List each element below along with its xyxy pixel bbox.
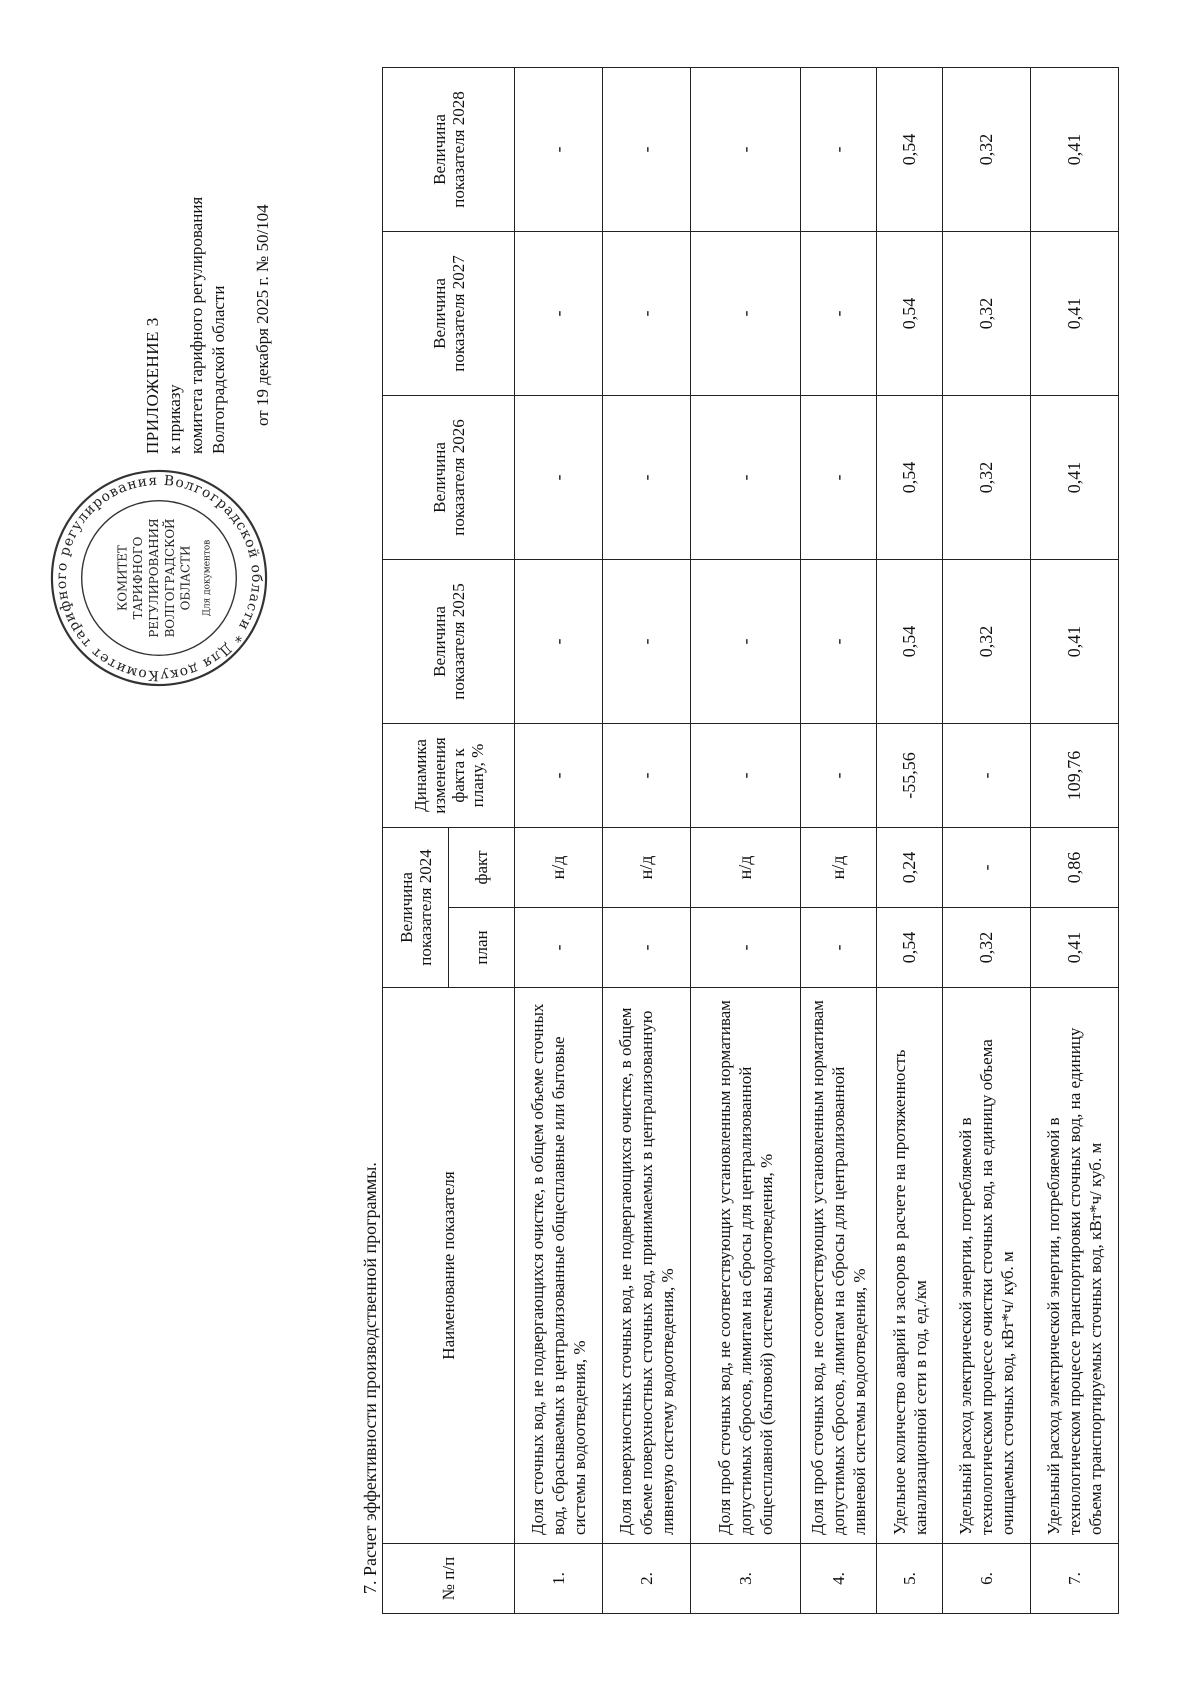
table-row [603,68,691,1614]
committee-name: комитета тарифного регулирования [187,196,206,454]
cell-value-2027: - [603,232,691,396]
cell-value-2028: - [515,68,603,232]
cell-plan-2024: 0,32 [943,908,1031,988]
cell-value-2028: - [691,68,801,232]
cell-value-2027: - [691,232,801,396]
cell-plan-2024: 0,41 [1031,908,1119,988]
official-seal [45,464,273,692]
cell-value-2028: - [801,68,877,232]
table-row [943,68,1031,1614]
svg-text:Для документов: Для документов [202,539,213,617]
cell-value-2027: - [515,232,603,396]
cell-plan-2024: - [515,908,603,988]
col-header-plan: план [449,908,515,988]
cell-value-2026: - [515,396,603,560]
row-number: 7. [1031,1544,1119,1614]
cell-dynamics: - [801,724,877,828]
cell-dynamics: - [603,724,691,828]
cell-value-2028: 0,54 [877,68,943,232]
order-date: от 19 декабря 2025 г. № 50/104 [253,204,272,426]
cell-dynamics: - [943,724,1031,828]
order-reference: к приказу [165,384,184,454]
svg-text:ТАРИФНОГО: ТАРИФНОГО [131,536,146,620]
cell-fact-2024: 0,86 [1031,828,1119,908]
cell-plan-2024: - [691,908,801,988]
cell-value-2026: 0,32 [943,396,1031,560]
section-title: 7. Расчет эффективности производственной программы. [360,1162,380,1594]
indicator-name: Удельный расход электрической энергии, потребляемой в технологическом процессе очистки сточных вод, на единицу объема очищаемых сточных вод, кВт*ч/ куб. м [943,988,1031,1544]
col-header-fact: факт [449,828,515,908]
col-header-num: № п/п [383,1544,515,1614]
row-number: 3. [691,1544,801,1614]
table-row [801,68,877,1614]
col-header-2025: Величина показателя 2025 [383,560,515,724]
table-body [515,68,1119,1614]
svg-text:ВОЛГОГРАДСКОЙ: ВОЛГОГРАДСКОЙ [162,518,177,638]
cell-value-2027: 0,41 [1031,232,1119,396]
cell-value-2026: - [603,396,691,560]
cell-value-2028: - [603,68,691,232]
cell-value-2025: 0,41 [1031,560,1119,724]
indicator-name: Доля сточных вод, не подвергающихся очистке, в общем объеме сточных вод, сбрасываемых в централизованные общесплавные или бытовые системы водоотведения, % [515,988,603,1544]
cell-value-2025: - [801,560,877,724]
col-header-2024: Величина показателя 2024 [383,828,449,988]
cell-value-2025: - [603,560,691,724]
cell-fact-2024: н/д [801,828,877,908]
svg-text:Комитет тарифного регулировани: Комитет тарифного регулирования Волгоградской области * Для доку [53,472,265,684]
svg-text:РЕГУЛИРОВАНИЯ: РЕГУЛИРОВАНИЯ [147,518,162,638]
cell-dynamics: -55,56 [877,724,943,828]
col-header-2028: Величина показателя 2028 [383,68,515,232]
col-header-name: Наименование показателя [383,988,515,1544]
efficiency-table [382,67,1119,1614]
cell-fact-2024: н/д [603,828,691,908]
region-name: Волгоградской области [209,285,228,454]
row-number: 1. [515,1544,603,1614]
cell-fact-2024: н/д [691,828,801,908]
cell-plan-2024: 0,54 [877,908,943,988]
cell-value-2025: - [515,560,603,724]
cell-value-2028: 0,32 [943,68,1031,232]
approval-header [142,74,274,454]
indicator-name: Доля проб сточных вод, не соответствующих установленным нормативам допустимых сбросов, лимитам на сбросы для централизованной общесплавной (бытовой) системы водоотведения, % [691,988,801,1544]
cell-value-2025: 0,32 [943,560,1031,724]
cell-value-2027: - [801,232,877,396]
seal-graphic [45,464,273,692]
cell-value-2025: 0,54 [877,560,943,724]
cell-plan-2024: - [603,908,691,988]
cell-fact-2024: н/д [515,828,603,908]
table-row [877,68,943,1614]
row-number: 5. [877,1544,943,1614]
cell-value-2026: 0,41 [1031,396,1119,560]
cell-value-2026: 0,54 [877,396,943,560]
col-header-2027: Величина показателя 2027 [383,232,515,396]
cell-fact-2024: 0,24 [877,828,943,908]
cell-value-2026: - [801,396,877,560]
indicator-name: Доля поверхностных сточных вод, не подвергающихся очистке, в общем объеме поверхностных сточных вод, принимаемых в централизованную ливневую систему водоотведения, % [603,988,691,1544]
indicator-name: Удельное количество аварий и засоров в расчете на протяженность канализационной сети в год, ед./км [877,988,943,1544]
cell-value-2025: - [691,560,801,724]
table-row [1031,68,1119,1614]
row-number: 4. [801,1544,877,1614]
svg-text:КОМИТЕТ: КОМИТЕТ [115,545,130,611]
row-number: 6. [943,1544,1031,1614]
cell-value-2028: 0,41 [1031,68,1119,232]
table-row [515,68,603,1614]
svg-text:ОБЛАСТИ: ОБЛАСТИ [178,545,193,611]
row-number: 2. [603,1544,691,1614]
cell-dynamics: - [515,724,603,828]
cell-value-2027: 0,54 [877,232,943,396]
cell-value-2026: - [691,396,801,560]
cell-value-2027: 0,32 [943,232,1031,396]
col-header-dynamics: Динамика изменения факта к плану, % [383,724,515,828]
cell-dynamics: 109,76 [1031,724,1119,828]
cell-fact-2024: - [943,828,1031,908]
col-header-2026: Величина показателя 2026 [383,396,515,560]
cell-plan-2024: - [801,908,877,988]
table-row [691,68,801,1614]
appendix-number: ПРИЛОЖЕНИЕ 3 [143,317,162,454]
cell-dynamics: - [691,724,801,828]
indicator-name: Удельный расход электрической энергии, потребляемой в технологическом процессе транспортировки сточных вод, на единицу объема транспортируемых сточных вод, кВт*ч/ куб. м [1031,988,1119,1544]
indicator-name: Доля проб сточных вод, не соответствующих установленным нормативам допустимых сбросов, лимитам на сбросы для централизованной ливневой системы водоотведения, % [801,988,877,1544]
